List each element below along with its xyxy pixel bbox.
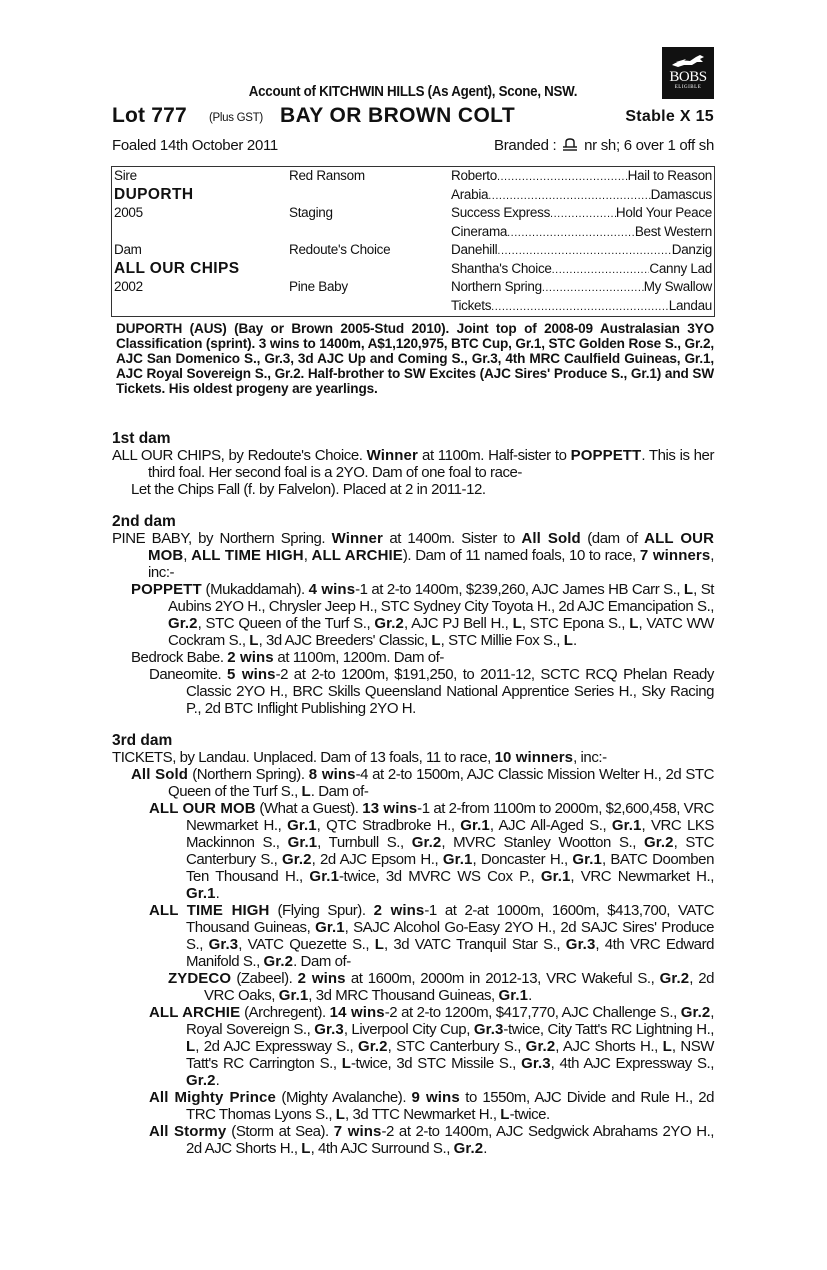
text: (Storm at Sea). (226, 1123, 334, 1140)
text: , St Aubins 2YO H., Chrysler Jeep H., STC Sydney City Toyota H., 2d AJC Emancipation S., (168, 581, 714, 615)
pedigree-row (112, 297, 714, 316)
pedigree-horse-gen2: Staging (289, 205, 333, 220)
bold-text: Gr.1 (611, 817, 642, 834)
text: , Turnbull S., (317, 834, 412, 851)
pedigree-horse-gen4: Danzig (671, 242, 712, 257)
foaled-date: Foaled 14th October 2011 (112, 137, 278, 154)
text: , BATC Doomben Ten Thousand H., (186, 851, 714, 885)
bold-text: L (341, 1055, 351, 1072)
bold-text: Winner (366, 447, 418, 464)
pedigree-horse-gen4: Damascus (650, 186, 712, 202)
bold-text: 2 wins (297, 970, 346, 987)
progeny-entry (112, 447, 714, 481)
dam-section (112, 513, 714, 717)
text: , Royal Sovereign S., (186, 1004, 714, 1038)
text: , 2d AJC Epsom H., (311, 851, 443, 868)
pedigree-horse-gen3: Arabia (451, 186, 489, 202)
text: . (215, 1072, 220, 1089)
lot-number: Lot 777 (112, 104, 187, 127)
text: . (528, 987, 532, 1004)
text: -twice, 3d STC Missile S., (351, 1055, 522, 1072)
pedigree-horse-gen3: Danehill (451, 242, 498, 257)
section-heading: 3rd dam (112, 732, 173, 749)
pedigree-horse-gen2: Red Ransom (289, 168, 365, 183)
text: , inc:- (573, 749, 607, 766)
progeny-entry (112, 581, 714, 649)
text: . Dam of- (293, 953, 351, 970)
pedigree-gen3-gen4 (451, 167, 712, 187)
logo-subtext: ELIGIBLE (674, 85, 702, 90)
pedigree-gen3-gen4 (451, 297, 712, 317)
text: , 2d VRC Oaks, (204, 970, 714, 1004)
bold-text: Gr.2 (263, 953, 294, 970)
progeny-entry (112, 800, 714, 902)
bold-text: ALL ARCHIE (311, 547, 403, 564)
bold-text: L (249, 632, 259, 649)
bold-text: Gr.1 (498, 987, 529, 1004)
bold-text: Gr.2 (644, 834, 674, 851)
pedigree-gen3-gen4 (451, 186, 712, 206)
bold-text: Gr.2 (659, 970, 690, 987)
text: PINE BABY, by Northern Spring. (112, 530, 332, 547)
lot-header (112, 104, 716, 130)
pedigree-gen3-gen4 (451, 278, 712, 298)
text: at 1100m, 1200m. Dam of- (273, 649, 444, 666)
progeny-entry (112, 1123, 714, 1157)
pedigree-horse-gen4: Hail to Reason (627, 168, 712, 183)
pedigree-horse-gen1: 2005 (114, 205, 143, 220)
text: . This is her third foal. Her second foal is a 2YO. Dam of one foal to race- (148, 447, 714, 481)
text: , 3d VATC Tranquil Star S., (384, 936, 566, 953)
text: -2 at 2-to 1200m, $417,770, AJC Challenge S., (384, 1004, 681, 1021)
bold-text: L (301, 783, 311, 800)
text: -twice. (509, 1106, 550, 1123)
bold-text: All Sold (131, 766, 189, 783)
text: . (215, 885, 220, 902)
leader-dots (497, 241, 671, 261)
bold-text: Gr.2 (374, 615, 404, 632)
dam-section (112, 732, 714, 1157)
bold-text: 13 wins (362, 800, 418, 817)
pedigree-horse-gen4: Landau (668, 297, 712, 313)
text: . (573, 632, 577, 649)
bold-text: Gr.2 (411, 834, 442, 851)
bold-text: All Stormy (149, 1123, 227, 1140)
pedigree-row (112, 223, 714, 242)
text: at 1400m. Sister to (382, 530, 522, 547)
pedigree-horse-gen4: Canny Lad (649, 260, 712, 276)
bold-text: Gr.1 (442, 851, 473, 868)
progeny-entry (112, 902, 714, 970)
text: , 2d AJC Expressway S., (195, 1038, 359, 1055)
progeny-entry (112, 970, 714, 1004)
bold-text: 7 wins (333, 1123, 382, 1140)
pedigree-horse-gen1: Sire (114, 168, 137, 183)
text: , Doncaster H., (472, 851, 573, 868)
bold-text: L (512, 615, 522, 632)
bold-text: 10 winners (494, 749, 574, 766)
bold-text: 4 wins (308, 581, 356, 598)
bold-text: Gr.3 (473, 1021, 504, 1038)
pedigree-horse-gen3: Roberto (451, 168, 497, 183)
text: , STC Epona S., (521, 615, 630, 632)
bold-text: ALL TIME HIGH (149, 902, 270, 919)
text: -twice, 3d MVRC WS Cox P., (339, 868, 541, 885)
pedigree-gen3-gen4 (451, 223, 712, 243)
progeny-entry (112, 766, 714, 800)
pedigree-horse-gen1: ALL OUR CHIPS (114, 259, 240, 277)
pedigree-row (112, 241, 714, 260)
branded-text: nr sh; 6 over 1 off sh (584, 137, 714, 154)
bold-text: Gr.2 (453, 1140, 484, 1157)
text: -2 at 2-to 1400m, AJC Sedgwick Abrahams 2YO H., 2d AJC Shorts H., (186, 1123, 715, 1157)
bold-text: Gr.2 (282, 851, 312, 868)
bold-text: Gr.3 (521, 1055, 551, 1072)
lot-title: BAY OR BROWN COLT (280, 104, 516, 127)
text: , VATC Quezette S., (238, 936, 375, 953)
bold-text: All Sold (521, 530, 581, 547)
bold-text: ZYDECO (168, 970, 232, 987)
text: (dam of (580, 530, 645, 547)
bold-text: Gr.2 (186, 1072, 216, 1089)
bold-text: POPPETT (570, 447, 642, 464)
pedigree-row (112, 278, 714, 297)
bold-text: Gr.1 (186, 885, 216, 902)
pedigree-horse-gen3: Tickets (451, 297, 492, 313)
bold-text: Gr.1 (572, 851, 602, 868)
pedigree-row (112, 204, 714, 223)
text: , 4th AJC Expressway S., (550, 1055, 714, 1072)
pedigree-horse-gen2: Pine Baby (289, 279, 348, 294)
text: , STC Canterbury S., (186, 834, 715, 868)
bold-text: ALL TIME HIGH (191, 547, 304, 564)
pedigree-horse-gen3: Cinerama (451, 223, 508, 239)
text: -1 at 2-to 1400m, $239,260, AJC James HB Carr S., (355, 581, 684, 598)
progeny-entry (112, 481, 714, 498)
progeny-entry (112, 666, 714, 717)
bold-text: Gr.1 (287, 834, 318, 851)
text: at 1600m, 2000m in 2012-13, VRC Wakeful S., (345, 970, 660, 987)
bold-text: 7 winners (639, 547, 711, 564)
text: ALL OUR CHIPS, by Redoute's Choice. (112, 447, 367, 464)
bold-text: ALL OUR MOB (148, 530, 715, 564)
pedigree-row (112, 186, 714, 205)
pedigree-horse-gen3: Shantha's Choice (451, 260, 552, 276)
pedigree-horse-gen1: Dam (114, 242, 142, 257)
bold-text: Gr.1 (315, 919, 345, 936)
text: , VRC Newmarket H., (570, 868, 714, 885)
dam-family (112, 430, 714, 1172)
text: , AJC PJ Bell H., (403, 615, 513, 632)
pedigree-table (111, 166, 715, 317)
bold-text: Gr.1 (287, 817, 317, 834)
leader-dots (542, 278, 644, 298)
progeny-entry (112, 749, 714, 766)
stable-number: Stable X 15 (625, 108, 714, 125)
text: -1 at 2-at 1000m, 1600m, $413,700, VATC Thousand Guineas, (186, 902, 714, 936)
section-heading: 1st dam (112, 430, 171, 447)
text: (What a Guest). (255, 800, 363, 817)
pedigree-horse-gen4: Best Western (634, 223, 712, 239)
bold-text: Gr.1 (309, 868, 340, 885)
progeny-entry (112, 530, 714, 581)
text: , inc:- (148, 547, 714, 581)
text: . (483, 1140, 487, 1157)
branded-label: Branded : (494, 137, 557, 154)
text: , QTC Stradbroke H., (316, 817, 461, 834)
text: , MVRC Stanley Wootton S., (441, 834, 644, 851)
text: ). Dam of 11 named foals, 10 to race, (402, 547, 640, 564)
text: , Liverpool City Cup, (343, 1021, 474, 1038)
leader-dots (497, 167, 628, 187)
text: , (303, 547, 312, 564)
text: , SAJC Alcohol Go-Easy 2YO H., 2d SAJC Sires' Produce S., (186, 919, 714, 953)
text: , 3d TTC Newmarket H., (345, 1106, 501, 1123)
bold-text: Gr.1 (460, 817, 490, 834)
bold-text: Gr.1 (540, 868, 571, 885)
pedigree-gen3-gen4 (451, 241, 712, 261)
leader-dots (491, 297, 669, 317)
bold-text: 9 wins (411, 1089, 460, 1106)
text: . Dam of- (310, 783, 369, 800)
pedigree-horse-gen1: DUPORTH (114, 185, 194, 203)
text: , (183, 547, 192, 564)
leader-dots (488, 186, 650, 206)
text: -2 at 2-to 1200m, $191,250, to 2011-12, SCTC RCQ Phelan Ready Classic 2YO H., BRC Skills Queensland National Apprentice Series H., Sky Racing P., 2d BTC Inflight Publishing 2YO H. (186, 666, 714, 717)
bold-text: ALL OUR MOB (149, 800, 256, 817)
text: Daneomite. (149, 666, 228, 683)
bold-text: All Mighty Prince (149, 1089, 276, 1106)
pedigree-horse-gen4: My Swallow (643, 279, 712, 294)
text: Bedrock Babe. (131, 649, 228, 666)
bold-text: Gr.3 (314, 1021, 344, 1038)
text: -4 at 2-to 1500m, AJC Classic Mission Welter H., 2d STC Queen of the Turf S., (168, 766, 715, 800)
bold-text: Gr.2 (358, 1038, 388, 1055)
text: , VATC WW Cockram S., (168, 615, 714, 649)
bold-text: L (374, 936, 385, 953)
pedigree-horse-gen2: Redoute's Choice (289, 242, 391, 257)
pedigree-row (112, 260, 714, 279)
pedigree-row (112, 167, 714, 186)
pedigree-horse-gen3: Success Express (451, 205, 551, 220)
bold-text: ALL ARCHIE (149, 1004, 241, 1021)
bold-text: L (500, 1106, 510, 1123)
bold-text: L (683, 581, 694, 598)
text: , 3d MRC Thousand Guineas, (308, 987, 499, 1004)
bold-text: Gr.2 (525, 1038, 556, 1055)
text: , STC Canterbury S., (387, 1038, 526, 1055)
text: (Northern Spring). (188, 766, 309, 783)
pedigree-gen3-gen4 (451, 260, 712, 280)
plus-gst-note: (Plus GST) (209, 112, 263, 124)
progeny-entry (112, 649, 714, 666)
text: (Zabeel). (231, 970, 298, 987)
text: at 1100m. Half-sister to (417, 447, 571, 464)
text: (Mukaddamah). (201, 581, 309, 598)
leader-dots (552, 260, 650, 280)
text: (Archregent). (240, 1004, 330, 1021)
text: , STC Queen of the Turf S., (197, 615, 375, 632)
bold-text: Gr.2 (680, 1004, 711, 1021)
text: Let the Chips Fall (f. by Falvelon). Placed at 2 in 2011-12. (131, 481, 486, 498)
text: , AJC Shorts H., (555, 1038, 663, 1055)
bold-text: L (563, 632, 574, 649)
text: , 3d AJC Breeders' Classic, (258, 632, 432, 649)
pedigree-horse-gen3: Northern Spring (451, 279, 542, 294)
text: to 1550m, AJC Divide and Rule H., 2d TRC Thomas Lyons S., (186, 1089, 715, 1123)
bold-text: 2 wins (373, 902, 425, 919)
bold-text: Gr.3 (565, 936, 596, 953)
bold-text: POPPETT (131, 581, 202, 598)
leader-dots (507, 223, 635, 243)
bold-text: 8 wins (308, 766, 356, 783)
text: , 4th VRC Edward Manifold S., (186, 936, 715, 970)
logo-text: BOBS (669, 69, 707, 85)
pedigree-horse-gen4: Hold Your Peace (615, 205, 712, 220)
bold-text: L (301, 1140, 311, 1157)
text: , 4th AJC Surround S., (310, 1140, 454, 1157)
bold-text: L (335, 1106, 346, 1123)
bold-text: 5 wins (227, 666, 276, 683)
text: -1 at 2-from 1100m to 2000m, $2,600,458, VRC Newmarket H., (186, 800, 714, 834)
bold-text: Gr.3 (208, 936, 239, 953)
bold-text: L (662, 1038, 672, 1055)
vendor-account: Account of KITCHWIN HILLS (As Agent), Scone, NSW. (248, 84, 578, 100)
text: , AJC All-Aged S., (489, 817, 612, 834)
pedigree-gen3-gen4 (451, 204, 712, 224)
text: (Mighty Avalanche). (275, 1089, 412, 1106)
section-heading: 2nd dam (112, 513, 176, 530)
sire-summary: DUPORTH (AUS) (Bay or Brown 2005-Stud 2010). Joint top of 2008-09 Australasian 3YO Classification (sprint). 3 wins to 1400m, A$1,120,975, BTC Cup, Gr.1, STC Golden Rose S., Gr.2, AJC San Domenico S., Gr.3, 3d AJC Up and Coming S., Gr.3, 4th MRC Caulfield Guineas, Gr.1, AJC Royal Sovereign S., Gr.2. Half-brother to SW Excites (AJC Sires' Produce S., Gr.1) and SW Tickets. His oldest progeny are yearlings. (116, 321, 714, 396)
bold-text: Gr.2 (168, 615, 198, 632)
text: , NSW Tatt's RC Carrington S., (186, 1038, 714, 1072)
progeny-entry (112, 1089, 714, 1123)
bold-text: Gr.1 (278, 987, 309, 1004)
progeny-entry (112, 1004, 714, 1089)
pedigree-horse-gen1: 2002 (114, 279, 143, 294)
leader-dots (550, 204, 616, 224)
branded-info (494, 137, 714, 154)
text: -twice, City Tatt's RC Lightning H., (503, 1021, 715, 1038)
bold-text: Winner (331, 530, 383, 547)
bold-text: 2 wins (227, 649, 274, 666)
bold-text: L (186, 1038, 196, 1055)
text: , STC Millie Fox S., (440, 632, 564, 649)
text: TICKETS, by Landau. Unplaced. Dam of 13 foals, 11 to race, (112, 749, 495, 766)
text: , VRC LKS Mackinnon S., (186, 817, 714, 851)
dam-section (112, 430, 714, 498)
text: (Flying Spur). (269, 902, 374, 919)
bold-text: L (629, 615, 639, 632)
bold-text: 14 wins (329, 1004, 385, 1021)
bold-text: L (431, 632, 441, 649)
brand-symbol-icon (562, 138, 578, 151)
